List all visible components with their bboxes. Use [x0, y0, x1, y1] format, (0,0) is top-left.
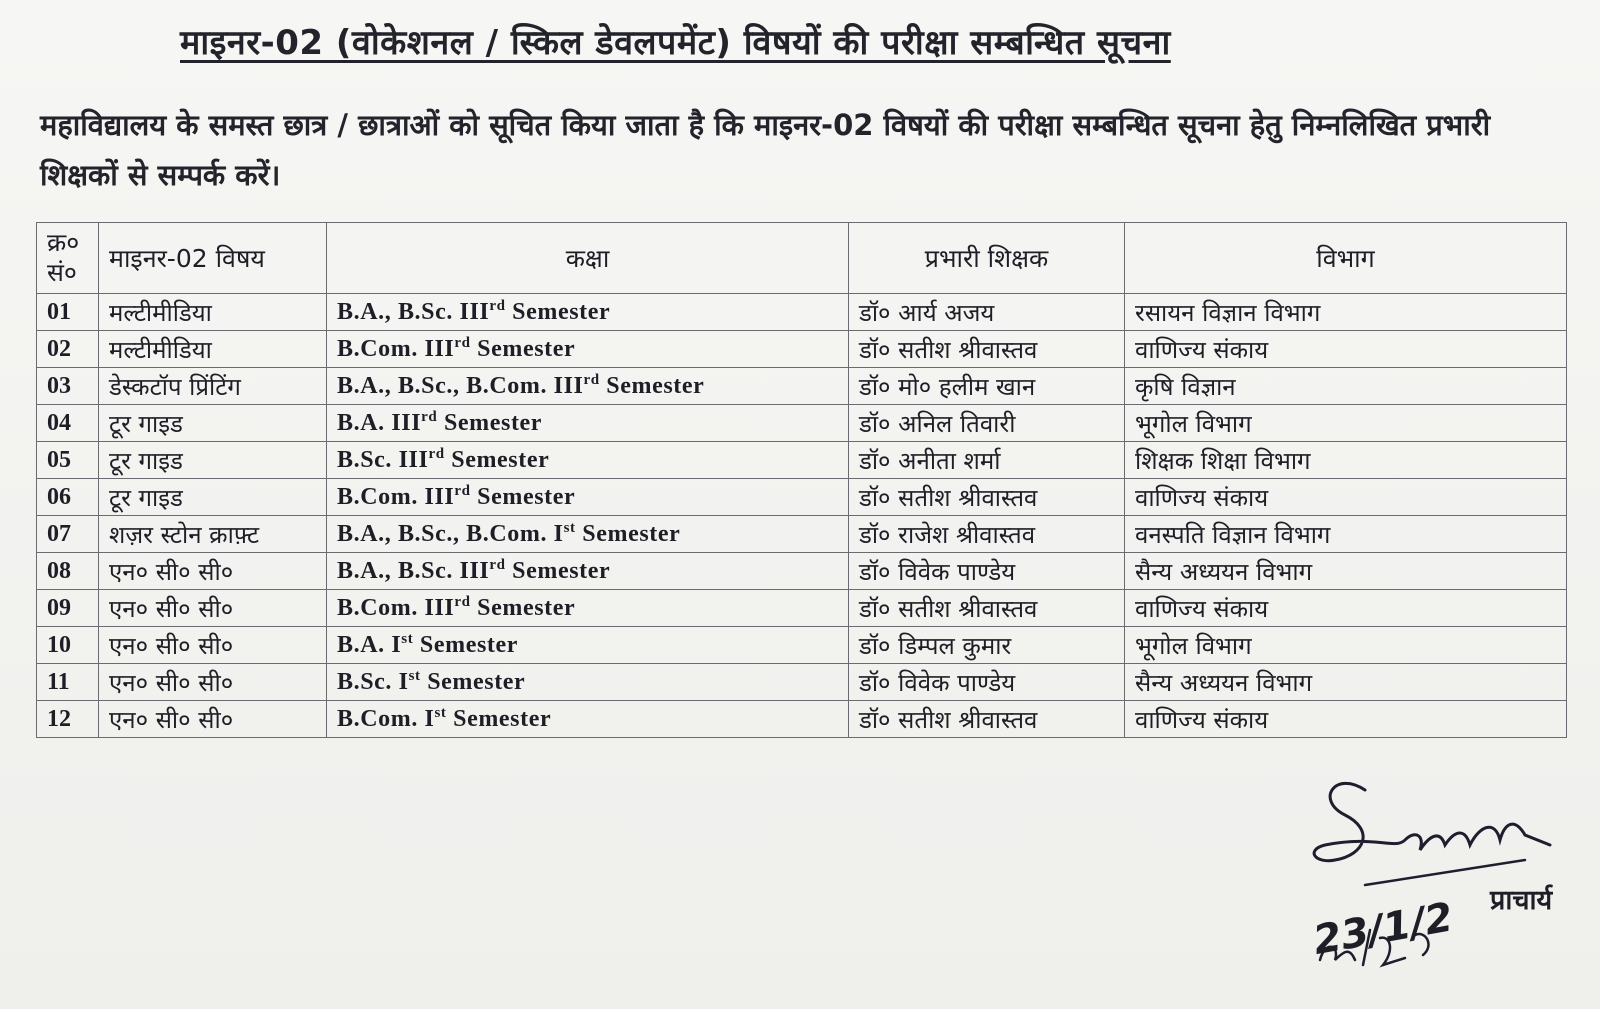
table-row [37, 516, 1567, 553]
class-main-text: B.A. III [337, 410, 422, 436]
class-cell [327, 701, 849, 738]
table-row [37, 479, 1567, 516]
subject-cell: एन० सी० सी० [99, 664, 327, 701]
department-cell: वाणिज्य संकाय [1125, 701, 1567, 738]
notice-title: माइनर-02 (वोकेशनल / स्किल डेवलपमेंट) विषयों की परीक्षा सम्बन्धित सूचना [180, 23, 1171, 63]
class-ordinal-suffix: rd [454, 594, 471, 610]
subject-cell: मल्टीमीडिया [99, 294, 327, 331]
header-serial [37, 223, 99, 294]
header-class: कक्षा [327, 223, 849, 294]
serial-cell: 03 [37, 368, 99, 405]
class-ordinal-suffix: rd [489, 298, 506, 314]
class-ordinal-suffix: rd [489, 557, 506, 573]
department-cell: वाणिज्य संकाय [1125, 331, 1567, 368]
class-main-text: B.Com. III [337, 336, 455, 362]
subject-cell: टूर गाइड [99, 405, 327, 442]
subject-cell: टूर गाइड [99, 479, 327, 516]
class-ordinal-suffix: st [401, 631, 414, 647]
table-row [37, 590, 1567, 627]
class-main-text: B.Sc. III [337, 447, 429, 473]
class-cell [327, 553, 849, 590]
teacher-cell: डॉ० सतीश श्रीवास्तव [849, 331, 1125, 368]
class-cell [327, 442, 849, 479]
class-ordinal-suffix: st [408, 668, 421, 684]
class-cell [327, 479, 849, 516]
header-serial-line1: क्र० [47, 228, 80, 257]
class-ordinal-suffix: st [434, 705, 447, 721]
header-serial-line2: सं० [47, 258, 77, 287]
class-semester-text: Semester [505, 558, 611, 584]
table-row [37, 701, 1567, 738]
department-cell: शिक्षक शिक्षा विभाग [1125, 442, 1567, 479]
class-semester-text: Semester [505, 299, 611, 325]
class-semester-text: Semester [444, 447, 550, 473]
class-ordinal-suffix: rd [454, 335, 471, 351]
class-semester-text: Semester [470, 336, 576, 362]
table-row [37, 331, 1567, 368]
serial-cell: 10 [37, 627, 99, 664]
class-ordinal-suffix: rd [421, 409, 438, 425]
teacher-table [36, 222, 1567, 738]
class-ordinal-suffix: st [563, 520, 576, 536]
class-main-text: B.A., B.Sc. III [337, 558, 490, 584]
class-semester-text: Semester [470, 595, 576, 621]
signature-date: 23/1/2 [1310, 894, 1457, 964]
class-ordinal-suffix: rd [454, 483, 471, 499]
subject-cell: शज़र स्टोन क्राफ़्ट [99, 516, 327, 553]
table-row [37, 368, 1567, 405]
class-main-text: B.A. I [337, 632, 402, 658]
serial-cell: 04 [37, 405, 99, 442]
class-main-text: B.Sc. I [337, 669, 409, 695]
table-row [37, 627, 1567, 664]
table-row [37, 405, 1567, 442]
table-row [37, 442, 1567, 479]
serial-cell: 02 [37, 331, 99, 368]
class-semester-text: Semester [470, 484, 576, 510]
class-ordinal-suffix: rd [428, 446, 445, 462]
teacher-cell: डॉ० आर्य अजय [849, 294, 1125, 331]
header-subject: माइनर-02 विषय [99, 223, 327, 294]
subject-cell: टूर गाइड [99, 442, 327, 479]
teacher-cell: डॉ० सतीश श्रीवास्तव [849, 590, 1125, 627]
teacher-cell: डॉ० मो० हलीम खान [849, 368, 1125, 405]
teacher-cell: डॉ० विवेक पाण्डेय [849, 664, 1125, 701]
department-cell: सैन्य अध्ययन विभाग [1125, 664, 1567, 701]
header-teacher: प्रभारी शिक्षक [849, 223, 1125, 294]
class-semester-text: Semester [437, 410, 543, 436]
department-cell: वाणिज्य संकाय [1125, 590, 1567, 627]
class-main-text: B.A., B.Sc. III [337, 299, 490, 325]
class-cell [327, 627, 849, 664]
class-main-text: B.Com. III [337, 595, 455, 621]
subject-cell: डेस्कटॉप प्रिंटिंग [99, 368, 327, 405]
department-cell: वाणिज्य संकाय [1125, 479, 1567, 516]
subject-cell: एन० सी० सी० [99, 627, 327, 664]
teacher-cell: डॉ० राजेश श्रीवास्तव [849, 516, 1125, 553]
serial-cell: 05 [37, 442, 99, 479]
serial-cell: 08 [37, 553, 99, 590]
class-cell [327, 368, 849, 405]
table-row [37, 294, 1567, 331]
table-body [37, 294, 1567, 738]
serial-cell: 06 [37, 479, 99, 516]
serial-cell: 07 [37, 516, 99, 553]
subject-cell: एन० सी० सी० [99, 701, 327, 738]
department-cell: भूगोल विभाग [1125, 405, 1567, 442]
department-cell: भूगोल विभाग [1125, 627, 1567, 664]
serial-cell: 01 [37, 294, 99, 331]
department-cell: सैन्य अध्ययन विभाग [1125, 553, 1567, 590]
teacher-cell: डॉ० सतीश श्रीवास्तव [849, 479, 1125, 516]
class-main-text: B.A., B.Sc., B.Com. I [337, 521, 564, 547]
table-header-row [37, 223, 1567, 294]
class-cell [327, 664, 849, 701]
department-cell: रसायन विज्ञान विभाग [1125, 294, 1567, 331]
class-semester-text: Semester [446, 706, 552, 732]
serial-cell: 11 [37, 664, 99, 701]
subject-cell: एन० सी० सी० [99, 553, 327, 590]
class-cell [327, 405, 849, 442]
serial-cell: 12 [37, 701, 99, 738]
principal-designation: प्राचार्य [1490, 885, 1553, 916]
class-cell [327, 590, 849, 627]
department-cell: कृषि विज्ञान [1125, 368, 1567, 405]
table-row [37, 553, 1567, 590]
class-main-text: B.A., B.Sc., B.Com. III [337, 373, 584, 399]
teacher-cell: डॉ० डिम्पल कुमार [849, 627, 1125, 664]
class-cell [327, 516, 849, 553]
class-cell [327, 294, 849, 331]
class-main-text: B.Com. I [337, 706, 435, 732]
teacher-cell: डॉ० अनिल तिवारी [849, 405, 1125, 442]
serial-cell: 09 [37, 590, 99, 627]
subject-cell: एन० सी० सी० [99, 590, 327, 627]
teacher-cell: डॉ० अनीता शर्मा [849, 442, 1125, 479]
class-cell [327, 331, 849, 368]
header-department: विभाग [1125, 223, 1567, 294]
department-cell: वनस्पति विज्ञान विभाग [1125, 516, 1567, 553]
class-semester-text: Semester [575, 521, 681, 547]
notice-intro: महाविद्यालय के समस्त छात्र / छात्राओं को सूचित किया जाता है कि माइनर-02 विषयों की परीक्षा सम्बन्धित सूचना हेतु निम्नलिखित प्रभारी शिक्षकों से सम्पर्क करें। [40, 108, 1491, 192]
table-row [37, 664, 1567, 701]
class-semester-text: Semester [420, 669, 526, 695]
teacher-cell: डॉ० सतीश श्रीवास्तव [849, 701, 1125, 738]
teacher-cell: डॉ० विवेक पाण्डेय [849, 553, 1125, 590]
class-semester-text: Semester [599, 373, 705, 399]
class-semester-text: Semester [413, 632, 519, 658]
class-ordinal-suffix: rd [583, 372, 600, 388]
class-main-text: B.Com. III [337, 484, 455, 510]
subject-cell: मल्टीमीडिया [99, 331, 327, 368]
